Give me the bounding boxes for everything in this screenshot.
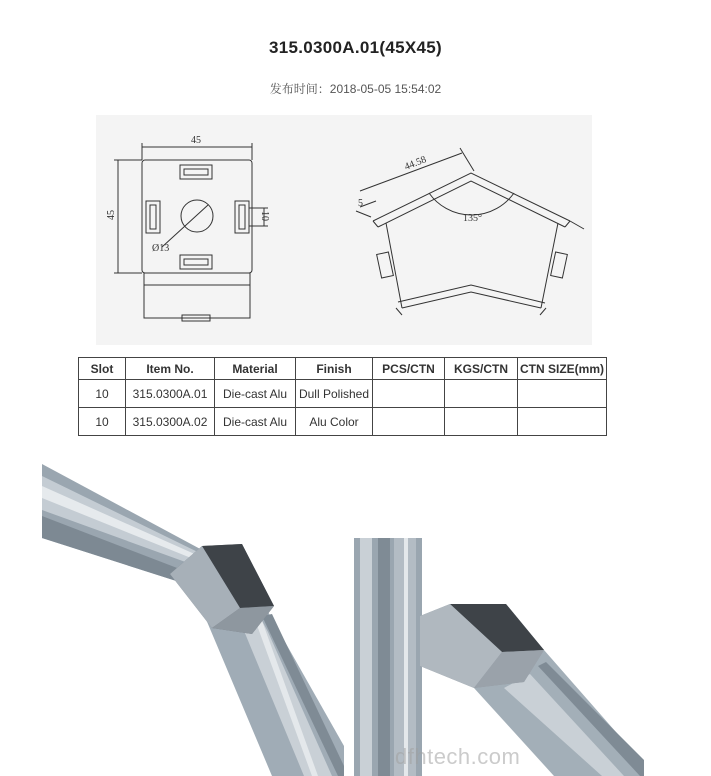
dim-angle-label: 135° [463, 213, 482, 224]
dim-height-label: 45 [106, 210, 117, 220]
product-photo-angled [42, 446, 344, 776]
publish-date: 发布时间：2018-05-05 15:54:02 [269, 82, 442, 96]
slot-top [180, 165, 212, 179]
cell-pcs-ctn [373, 380, 445, 408]
technical-drawing [96, 115, 592, 345]
cell-item-no: 315.0300A.02 [126, 408, 215, 436]
col-item-no: Item No. [126, 358, 215, 380]
side-inner [398, 285, 545, 303]
dim-length-label: 44.58 [403, 154, 428, 173]
cell-finish: Alu Color [296, 408, 373, 436]
side-view [356, 148, 584, 315]
table-header-row [79, 358, 607, 380]
cell-finish: Dull Polished [296, 380, 373, 408]
front-view [114, 143, 268, 321]
table-row [79, 408, 607, 436]
spec-table [78, 357, 607, 436]
dim-slot-label: 10 [259, 211, 270, 221]
cell-kgs-ctn [445, 380, 518, 408]
center-hole [181, 200, 213, 232]
cell-kgs-ctn [445, 408, 518, 436]
col-pcs-ctn: PCS/CTN [373, 358, 445, 380]
cell-item-no: 315.0300A.01 [126, 380, 215, 408]
dim-width-label: 45 [191, 135, 201, 146]
col-finish: Finish [296, 358, 373, 380]
dim-hole-label: Ø13 [152, 243, 170, 254]
cell-slot: 10 [79, 380, 126, 408]
col-material: Material [215, 358, 296, 380]
drawing-svg [96, 115, 592, 345]
col-slot: Slot [79, 358, 126, 380]
table-row [79, 380, 607, 408]
front-view-base [144, 273, 250, 318]
cell-pcs-ctn [373, 408, 445, 436]
cell-ctn-size [518, 408, 607, 436]
watermark: dfhtech.com [395, 744, 521, 769]
side-tab-right [551, 252, 568, 278]
side-tab-left [377, 252, 394, 278]
col-ctn-size: CTN SIZE(mm) [518, 358, 607, 380]
cell-material: Die-cast Alu [215, 408, 296, 436]
cell-material: Die-cast Alu [215, 380, 296, 408]
product-photo-vertical [354, 538, 644, 776]
cell-ctn-size [518, 380, 607, 408]
col-kgs-ctn: KGS/CTN [445, 358, 518, 380]
page-title: 315.0300A.01(45X45) [269, 38, 442, 57]
cell-slot: 10 [79, 408, 126, 436]
slot-left [146, 201, 160, 233]
slot-bottom [180, 255, 212, 269]
dim-offset-label: 5 [358, 198, 363, 209]
slot-right [235, 201, 249, 233]
